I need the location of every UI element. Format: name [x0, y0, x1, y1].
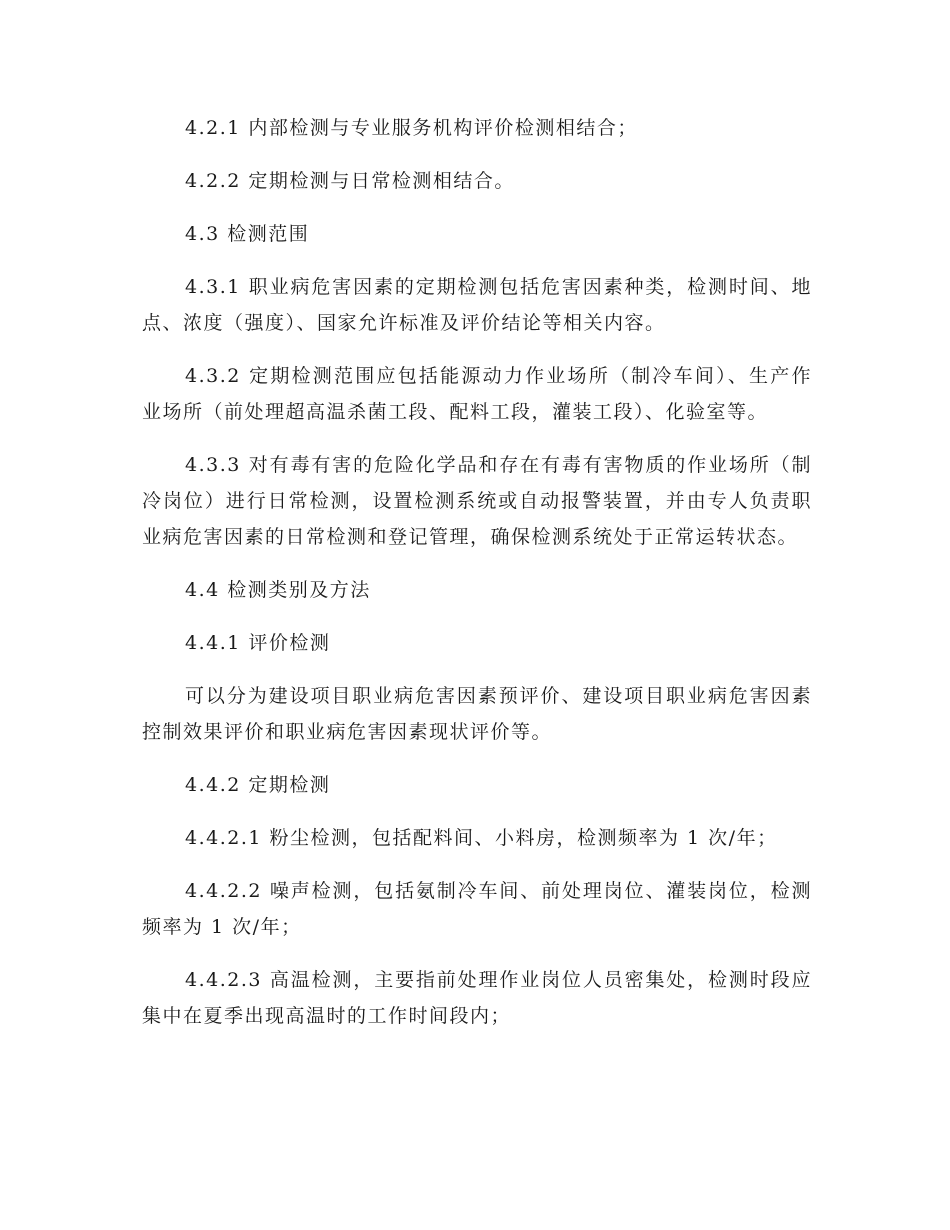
- paragraph-4-3-2: 4.3.2 定期检测范围应包括能源动力作业场所（制冷车间）、生产作业场所（前处理超高温杀菌工段、配料工段，灌装工段）、化验室等。: [142, 365, 812, 423]
- paragraph-4-3-3: 4.3.3 对有毒有害的危险化学品和存在有毒有害物质的作业场所（制冷岗位）进行日常检测，设置检测系统或自动报警装置，并由专人负责职业病危害因素的日常检测和登记管理，确保检测系统处于正常运转状态。: [142, 454, 812, 548]
- heading-4-4: 4.4 检测类别及方法: [185, 579, 371, 601]
- paragraph-evaluation: 可以分为建设项目职业病危害因素预评价、建设项目职业病危害因素控制效果评价和职业病危害因素现状评价等。: [142, 685, 812, 743]
- paragraph-4-2-2: 4.2.2 定期检测与日常检测相结合。: [185, 170, 515, 192]
- paragraph-4-2-1: 4.2.1 内部检测与专业服务机构评价检测相结合；: [185, 117, 638, 139]
- paragraph-4-4-2-2: 4.4.2.2 噪声检测，包括氨制冷车间、前处理岗位、灌装岗位，检测频率为 1 次/年；: [142, 880, 812, 938]
- heading-4-3: 4.3 检测范围: [185, 223, 310, 245]
- paragraph-4-3-1: 4.3.1 职业病危害因素的定期检测包括危害因素种类，检测时间、地点、浓度（强度）、国家允许标准及评价结论等相关内容。: [142, 276, 812, 334]
- paragraph-4-4-2-1: 4.4.2.1 粉尘检测，包括配料间、小料房，检测频率为 1 次/年；: [185, 827, 778, 849]
- heading-4-4-1: 4.4.1 评价检测: [185, 632, 331, 654]
- document-body: [142, 110, 812, 1034]
- paragraph-4-4-2-3: 4.4.2.3 高温检测，主要指前处理作业岗位人员密集处，检测时段应集中在夏季出现高温时的工作时间段内；: [142, 969, 812, 1027]
- heading-4-4-2: 4.4.2 定期检测: [185, 774, 331, 796]
